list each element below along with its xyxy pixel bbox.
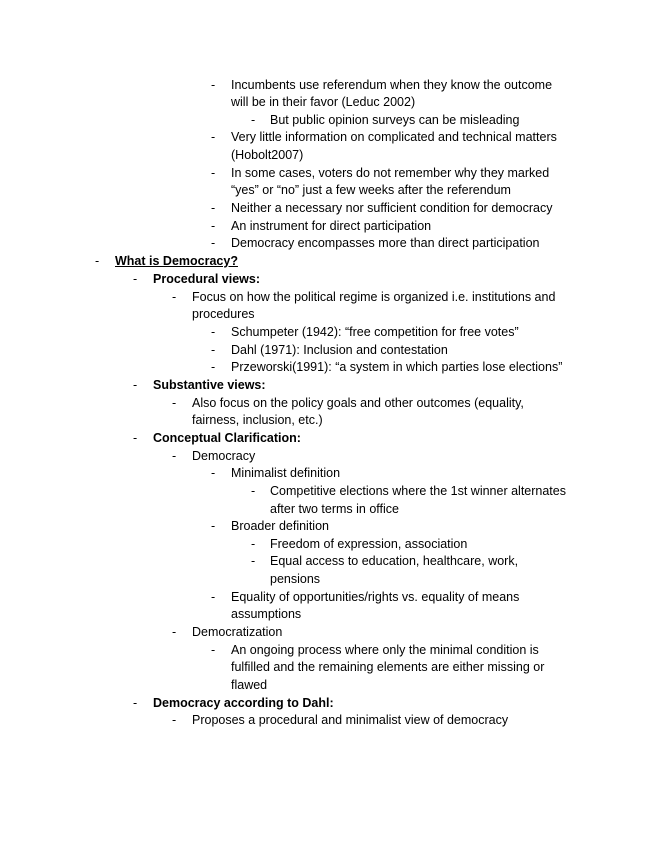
bullet-dash: -	[211, 130, 216, 144]
list-item-text: Minimalist definition	[231, 466, 341, 480]
bullet-dash: -	[211, 219, 216, 233]
bullet-dash: -	[211, 325, 216, 339]
list-item-text: Democracy	[192, 449, 256, 463]
list-item-text: Also focus on the policy goals and other outcomes (equality,	[192, 396, 524, 410]
bullet-dash: -	[251, 554, 256, 568]
list-item-text: In some cases, voters do not remember why they marked	[231, 166, 550, 180]
list-item-text: Proposes a procedural and minimalist view of democracy	[192, 713, 509, 727]
bullet-dash: -	[172, 396, 177, 410]
list-item-text: Broader definition	[231, 519, 329, 533]
bullet-dash: -	[211, 519, 216, 533]
list-item-text: fulfilled and the remaining elements are either missing or	[231, 660, 545, 674]
list-item-text: An ongoing process where only the minimal condition is	[231, 643, 539, 657]
list-item-text: Equal access to education, healthcare, work,	[270, 554, 519, 568]
list-item-text: Democracy encompasses more than direct participation	[231, 236, 540, 250]
bullet-dash: -	[172, 449, 177, 463]
list-item-text: will be in their favor (Leduc 2002)	[231, 95, 416, 109]
bullet-dash: -	[172, 713, 177, 727]
subheading: Democracy according to Dahl:	[153, 696, 334, 710]
bullet-dash: -	[133, 378, 138, 392]
bullet-dash: -	[211, 466, 216, 480]
subheading: Procedural views:	[153, 272, 260, 286]
bullet-dash: -	[211, 360, 216, 374]
list-item-text: procedures	[192, 307, 255, 321]
list-item-text: Przeworski(1991): “a system in which parties lose elections”	[231, 360, 563, 374]
list-item-text: “yes” or “no” just a few weeks after the referendum	[231, 183, 511, 197]
bullet-dash: -	[211, 343, 216, 357]
bullet-dash: -	[95, 254, 100, 268]
bullet-dash: -	[251, 113, 256, 127]
subheading: Conceptual Clarification:	[153, 431, 301, 445]
list-item-text: assumptions	[231, 607, 302, 621]
bullet-dash: -	[251, 537, 256, 551]
bullet-dash: -	[172, 290, 177, 304]
list-item-text: after two terms in office	[270, 502, 399, 516]
bullet-dash: -	[133, 431, 138, 445]
subheading: Substantive views:	[153, 378, 266, 392]
list-item-text: pensions	[270, 572, 321, 586]
section-heading: What is Democracy?	[115, 254, 238, 268]
list-item-text: Dahl (1971): Inclusion and contestation	[231, 343, 448, 357]
bullet-dash: -	[133, 696, 138, 710]
list-item-text: Incumbents use referendum when they know the outcome	[231, 78, 553, 92]
bullet-dash: -	[211, 643, 216, 657]
list-item-text: (Hobolt2007)	[231, 148, 304, 162]
bullet-dash: -	[211, 78, 216, 92]
list-item-text: Equality of opportunities/rights vs. equality of means	[231, 590, 520, 604]
bullet-dash: -	[211, 590, 216, 604]
bullet-dash: -	[133, 272, 138, 286]
list-item-text: Competitive elections where the 1st winner alternates	[270, 484, 566, 498]
bullet-dash: -	[251, 484, 256, 498]
list-item-text: An instrument for direct participation	[231, 219, 432, 233]
list-item-text: Democratization	[192, 625, 283, 639]
list-item-text: Focus on how the political regime is organized i.e. institutions and	[192, 290, 556, 304]
list-item-text: flawed	[231, 678, 268, 692]
list-item-text: Freedom of expression, association	[270, 537, 468, 551]
bullet-dash: -	[211, 236, 216, 250]
list-item-text: Very little information on complicated and technical matters	[231, 130, 557, 144]
list-item-text: fairness, inclusion, etc.)	[192, 413, 323, 427]
bullet-dash: -	[211, 201, 216, 215]
bullet-dash: -	[172, 625, 177, 639]
list-item-text: Schumpeter (1942): “free competition for free votes”	[231, 325, 519, 339]
list-item-text: Neither a necessary nor sufficient condition for democracy	[231, 201, 553, 215]
bullet-dash: -	[211, 166, 216, 180]
list-item-text: But public opinion surveys can be misleading	[270, 113, 520, 127]
